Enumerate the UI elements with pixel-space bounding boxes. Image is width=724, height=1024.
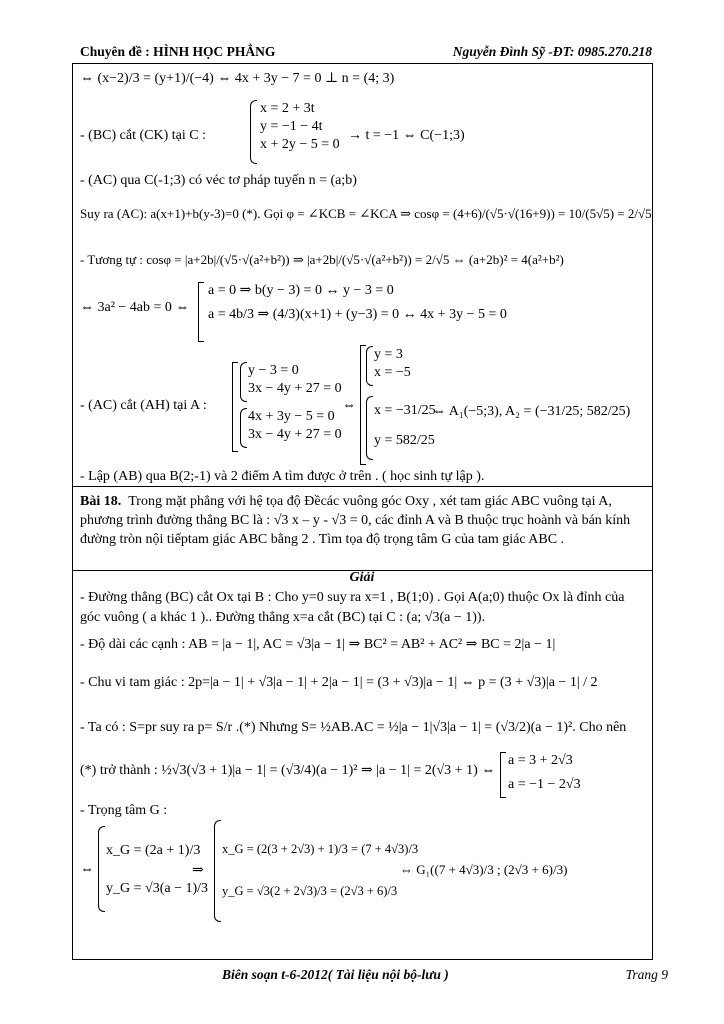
solution-para-4: - Ta có : S=pr suy ra p= S/r .(*) Nhưng S= ½AB.AC = ½|a − 1|√3|a − 1| = (√3/2)(a − 1)². Cho nên xyxy=(80,720,627,735)
system-row: x = 2 + 3t xyxy=(260,101,315,116)
system-row: x = −5 xyxy=(374,365,411,380)
ac-equation-line: Suy ra (AC): a(x+1)+b(y-3)=0 (*). Gọi φ = ∠KCB = ∠KCA ⇒ cosφ = (4+6)/(√5·√(16+9)) = 10/(5√5) = 2/√5 xyxy=(80,206,652,221)
problem-body: Trong mặt phẳng với hệ tọa độ Đềcác vuông góc Oxy , xét tam giác ABC vuông tại A, phương trình đường thẳng BC là : √3 x – y - √3 = 0, các đỉnh A và B thuộc trục hoành và bán kính đường tròn nội tiếptam giác ABC bằng 2 . Tìm tọa độ trọng tâm G của tam giác ABC . xyxy=(80,494,631,547)
ac-normal-line: - (AC) qua C(-1;3) có véc tơ pháp tuyến n = (a;b) xyxy=(80,173,357,188)
solution-para-3: - Chu vi tam giác : 2p=|a − 1| + √3|a − 1| + 2|a − 1| = (3 + √3)|a − 1| ⇔ p = (3 + √3)|a − 1| / 2 xyxy=(80,675,598,690)
system-row: y = 582/25 xyxy=(374,433,435,448)
outer-bracket xyxy=(232,362,238,452)
system-row: x_G = (2(3 + 2√3) + 1)/3 = (7 + 4√3)/3 xyxy=(222,842,419,856)
implies-symbol: ⇒ xyxy=(192,863,204,878)
ac-ah-system-2 xyxy=(248,408,342,444)
case-lhs: ⇔ 3a² − 4ab = 0 ⇔ xyxy=(80,300,190,315)
ac-ah-label: - (AC) cắt (AH) tại A : xyxy=(80,398,207,413)
system-brace xyxy=(98,826,105,912)
header-author: Nguyễn Đình Sỹ -ĐT: 0985.270.218 xyxy=(452,44,652,59)
similar-line: - Tương tự : cosφ = |a+2b|/(√5·√(a²+b²)) ⇒ |a+2b|/(√5·√(a²+b²)) = 2/√5 ⇔ (a+2b)² = 4(a²+b²) xyxy=(80,252,564,267)
solution-para-6: - Trọng tâm G : xyxy=(80,803,168,818)
system-row: x_G = (2a + 1)/3 xyxy=(106,843,201,858)
bc-ck-result: → t = −1 ⇔ C(−1;3) xyxy=(348,128,465,143)
case-bracket xyxy=(500,752,506,798)
system-row: y_G = √3(2 + 2√3)/3 = (2√3 + 6)/3 xyxy=(222,884,398,898)
solution-para-5: (*) trở thành : ½√3(√3 + 1)|a − 1| = (√3/4)(a − 1)² ⇒ |a − 1| = 2(√3 + 1) ⇔ xyxy=(80,763,496,778)
system-brace xyxy=(240,408,247,448)
case-bracket xyxy=(198,282,204,342)
case-row: a = 0 ⇒ b(y − 3) = 0 ↔ y − 3 = 0 xyxy=(208,283,394,298)
ac-ah-system-1 xyxy=(248,362,342,398)
footer-note: Biên soạn t-6-2012( Tài liệu nội bộ-lưu ) xyxy=(222,967,449,982)
equivalence-symbol: ⇔ xyxy=(342,398,356,413)
header-title: Chuyên đề : HÌNH HỌC PHẲNG xyxy=(80,44,276,59)
a-cases xyxy=(508,752,581,794)
system-row: y = −1 − 4t xyxy=(260,119,323,134)
ac-ah-solution-2 xyxy=(374,396,436,456)
system-row: y − 3 = 0 xyxy=(248,363,299,378)
centroid-system-2 xyxy=(222,828,418,912)
divider xyxy=(72,486,652,487)
system-brace xyxy=(366,396,373,460)
system-brace xyxy=(366,346,373,386)
case-system xyxy=(208,282,507,324)
system-row: y_G = √3(a − 1)/3 xyxy=(106,881,209,896)
solution-para-1: - Đường thẳng (BC) cắt Ox tại B : Cho y=0 suy ra x=1 , B(1;0) . Gọi A(a;0) thuộc Ox là đỉnh của góc vuông ( a khác 1 ).. Đường thẳng x=a cắt (BC) tại C : (a; √3(a − 1)). xyxy=(80,590,625,625)
system-row: x + 2y − 5 = 0 xyxy=(260,137,340,152)
ac-ah-solution-1 xyxy=(374,346,411,382)
equivalence-symbol: ⇔ xyxy=(80,862,94,877)
system-row: 3x − 4y + 27 = 0 xyxy=(248,427,342,442)
system-brace xyxy=(240,362,247,402)
system-row: y = 3 xyxy=(374,347,403,362)
case-row: a = 3 + 2√3 xyxy=(508,753,573,768)
problem-text xyxy=(80,492,646,549)
eq-line-1: ⇔ (x−2)/3 = (y+1)/(−4) ⇔ 4x + 3y − 7 = 0 ⊥ n = (4; 3) xyxy=(80,71,395,86)
system-row: x = −31/25 xyxy=(374,403,436,418)
page-number: Trang 9 xyxy=(625,967,668,982)
centroid-result: ⇔ G₁((7 + 4√3)/3 ; (2√3 + 6)/3) xyxy=(400,862,568,877)
system-brace xyxy=(250,100,257,164)
solution-para-2: - Độ dài các cạnh : AB = |a − 1|, AC = √3|a − 1| ⇒ BC² = AB² + AC² ⇒ BC = 2|a − 1| xyxy=(80,637,556,652)
problem-label: Bài 18. xyxy=(80,494,122,509)
case-row: a = −1 − 2√3 xyxy=(508,777,581,792)
case-row: a = 4b/3 ⇒ (4/3)(x+1) + (y−3) = 0 ↔ 4x + 3y − 5 = 0 xyxy=(208,307,507,322)
bc-ck-label: - (BC) cắt (CK) tại C : xyxy=(80,128,206,143)
system-brace xyxy=(214,820,221,922)
ab-line: - Lập (AB) qua B(2;-1) và 2 điểm A tìm được ở trên . ( học sinh tự lập ). xyxy=(80,469,485,484)
system-row: 4x + 3y − 5 = 0 xyxy=(248,409,335,424)
solution-title: Giải xyxy=(349,570,375,585)
ac-ah-points: ⇔ A₁(−5;3), A₂ = (−31/25; 582/25) xyxy=(432,404,631,419)
system-row: 3x − 4y + 27 = 0 xyxy=(248,381,342,396)
bc-ck-system xyxy=(260,100,340,154)
